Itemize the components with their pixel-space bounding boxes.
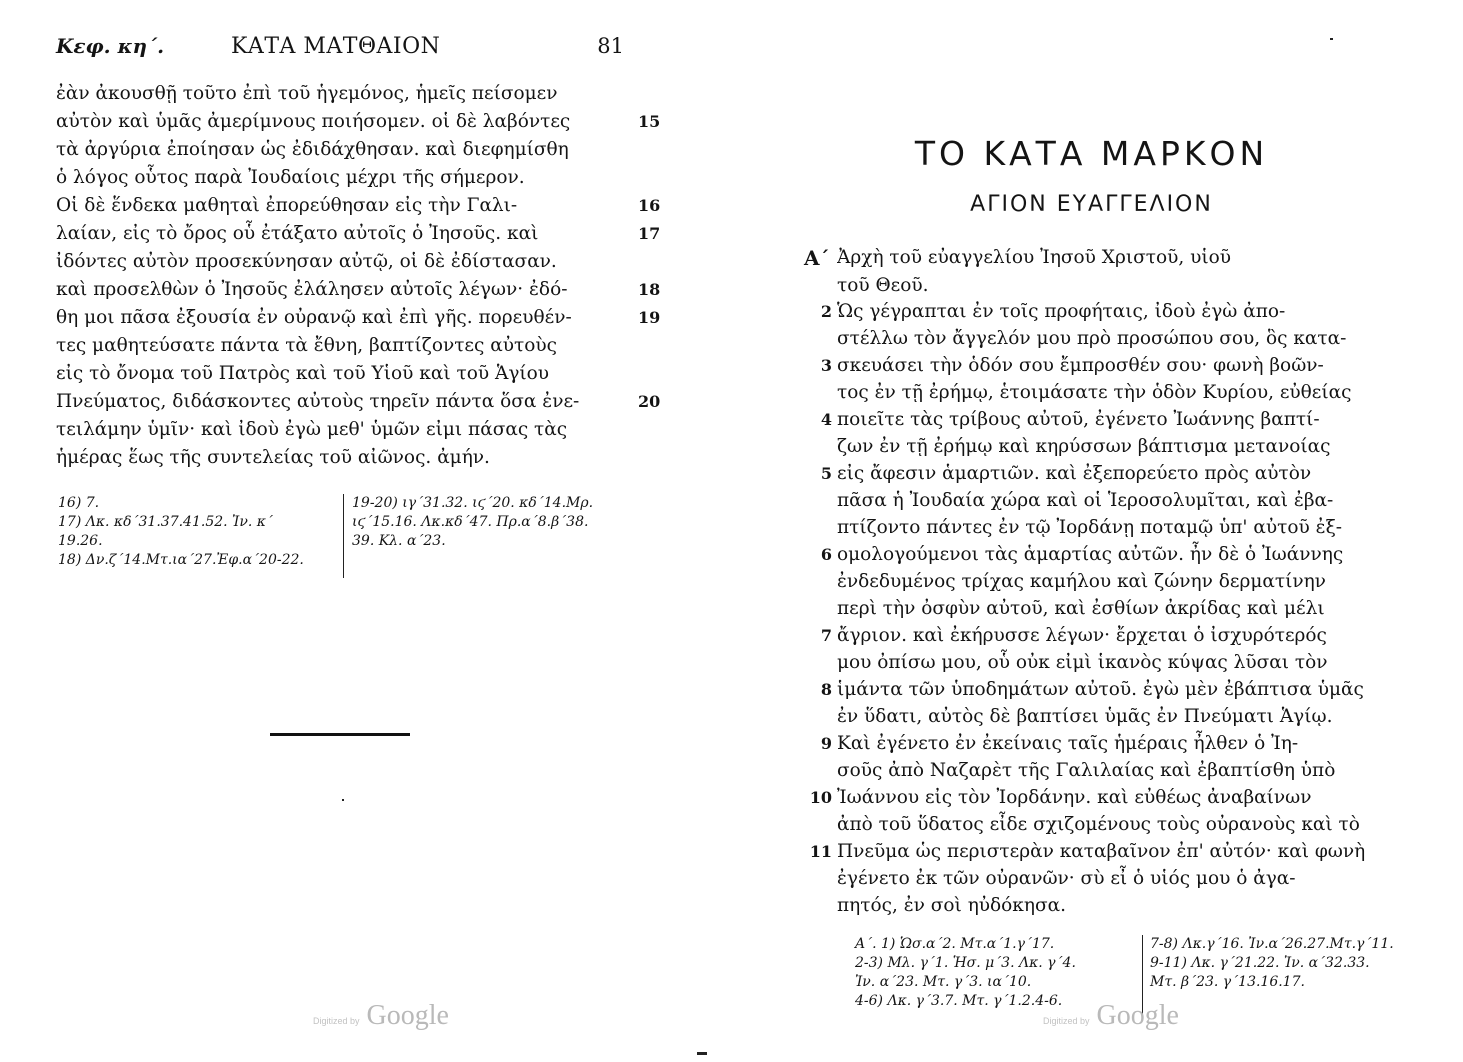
- text-line: Πνεύματος, διδάσκοντες αὐτοὺς τηρεῖν πάντα ὅσα ἐνε-: [56, 391, 580, 412]
- text-line: ὁ λόγος οὗτος παρὰ Ἰουδαίοις μέχρι τῆς σήμερον.: [56, 167, 525, 188]
- verse-number: 5: [820, 464, 832, 483]
- verse-number: 8: [820, 680, 832, 699]
- book-subtitle: ΑΓΙΟΝ ΕΥΑΓΓΕΛΙΟΝ: [970, 192, 1213, 217]
- text-line: ομολογούμενοι τὰς ἁμαρτίας αὐτῶν. ἦν δὲ ὁ Ἰωάννης: [837, 544, 1344, 565]
- text-line: τοῦ Θεοῦ.: [837, 275, 929, 296]
- ink-speck: [342, 799, 344, 801]
- right-page: [720, 0, 1463, 1062]
- text-line: τες μαθητεύσατε πάντα τὰ ἔθνη, βαπτίζοντες αὐτοὺς: [56, 335, 557, 356]
- text-line: πητός, ἐν σοὶ ηὐδόκησα.: [837, 895, 1066, 916]
- verse-number: 11: [809, 842, 832, 861]
- footnote: 2-3) Μλ. γ΄1. Ἡσ. μ΄3. Λκ. γ΄4.: [855, 955, 1076, 971]
- end-rule: [270, 733, 410, 736]
- verse-number: 15: [638, 112, 661, 131]
- text-line: σκευάσει τὴν ὁδόν σου ἔμπροσθέν σου· φωνὴ βοῶν-: [837, 355, 1324, 376]
- text-line: στέλλω τὸν ἄγγελόν μου πρὸ προσώπου σου, ὃς κατα-: [837, 328, 1347, 349]
- verse-number: 18: [638, 280, 661, 299]
- text-line: Οἱ δὲ ἕνδεκα μαθηταὶ ἐπορεύθησαν εἰς τὴν Γαλι-: [56, 195, 518, 216]
- left-page: [0, 0, 720, 1062]
- verse-number: 19: [638, 308, 661, 327]
- footnote: 19.26.: [58, 533, 103, 549]
- text-line: τειλάμην ὑμῖν· καὶ ἰδοὺ ἐγὼ μεθ' ὑμῶν εἰμι πάσας τὰς: [56, 419, 568, 440]
- text-line: ζων ἐν τῇ ἐρήμῳ καὶ κηρύσσων βάπτισμα μετανοίας: [837, 436, 1331, 457]
- text-line: Ἀρχὴ τοῦ εὐαγγελίου Ἰησοῦ Χριστοῦ, υἱοῦ: [837, 247, 1231, 268]
- footnote: Ἰν. α΄23. Μτ. γ΄3. ια΄10.: [855, 974, 1032, 990]
- verse-number: 4: [820, 410, 832, 429]
- footnote: 4-6) Λκ. γ΄3.7. Μτ. γ΄1.2.4-6.: [855, 993, 1063, 1009]
- verse-number: 2: [820, 302, 832, 321]
- verse-number: 16: [638, 196, 661, 215]
- text-line: Καὶ ἐγένετο ἐν ἐκείναις ταῖς ἡμέραις ἦλθεν ὁ Ἰη-: [837, 733, 1299, 754]
- verse-number: 6: [820, 545, 832, 564]
- text-line: Πνεῦμα ὡς περιστερὰν καταβαῖνον ἐπ' αὐτόν· καὶ φωνὴ: [837, 841, 1366, 862]
- text-line: ἄγριον. καὶ ἐκήρυσσε λέγων· ἔρχεται ὁ ἰσχυρότερός: [837, 625, 1327, 646]
- verse-number: 10: [809, 788, 832, 807]
- footnote: 17) Λκ. κδ΄31.37.41.52. Ἰν. κ΄: [58, 514, 273, 530]
- footnote: 39. Κλ. α΄23.: [352, 533, 446, 549]
- footnotes-left: [58, 494, 338, 570]
- verse-number: 20: [638, 392, 661, 411]
- text-line: τος ἐν τῇ ἐρήμῳ, ἑτοιμάσατε τὴν ὁδὸν Κυρίου, εὐθείας: [837, 382, 1352, 403]
- text-line: θη μοι πᾶσα ἐξουσία ἐν οὐρανῷ καὶ ἐπὶ γῆς. πορευθέν-: [56, 307, 572, 328]
- text-line: πᾶσα ἡ Ἰουδαία χώρα καὶ οἱ Ἱεροσολυμῖται, καὶ ἐβα-: [837, 490, 1334, 511]
- text-line: Ὡς γέγραπται ἐν τοῖς προφήταις, ἰδοὺ ἐγὼ ἀπο-: [837, 301, 1286, 322]
- footnotes-right: [1150, 935, 1440, 992]
- ink-speck: [697, 1052, 707, 1055]
- text-line: ἐνδεδυμένος τρίχας καμήλου καὶ ζώνην δερματίνην: [837, 571, 1326, 592]
- chapter-letter: Α΄: [804, 246, 830, 270]
- text-line: ποιεῖτε τὰς τρίβους αὐτοῦ, ἐγένετο Ἰωάννης βαπτί-: [837, 409, 1320, 430]
- text-line: ἰδόντες αὐτὸν προσεκύνησαν αὐτῷ, οἱ δὲ ἐδίστασαν.: [56, 251, 557, 272]
- text-line: εἰς τὸ ὄνομα τοῦ Πατρὸς καὶ τοῦ Υἱοῦ καὶ τοῦ Ἁγίου: [56, 363, 550, 384]
- watermark: [313, 1000, 449, 1032]
- watermark-brand: Google: [1096, 1000, 1179, 1031]
- text-line: περὶ τὴν ὀσφὺν αὐτοῦ, καὶ ἐσθίων ἀκρίδας καὶ μέλι: [837, 598, 1325, 619]
- text-line: εἰς ἄφεσιν ἁμαρτιῶν. καὶ ἐξεπορεύετο πρὸς αὐτὸν: [837, 463, 1312, 484]
- verse-number: 7: [820, 626, 832, 645]
- footnote: 7-8) Λκ.γ΄16. Ἰν.α΄26.27.Μτ.γ΄11.: [1150, 936, 1394, 952]
- verse-number: 17: [638, 224, 661, 243]
- page-number: 81: [597, 34, 624, 58]
- footnote-divider: [343, 494, 344, 578]
- text-line: καὶ προσελθὼν ὁ Ἰησοῦς ἐλάλησεν αὐτοῖς λέγων· ἐδό-: [56, 279, 568, 300]
- chapter-label: Κεφ. κη΄.: [56, 34, 165, 58]
- text-line: μου ὀπίσω μου, οὗ οὐκ εἰμὶ ἱκανὸς κύψας λῦσαι τὸν: [837, 652, 1328, 673]
- footnote: ιϛ΄15.16. Λκ.κδ΄47. Πρ.α΄8.β΄38.: [352, 514, 589, 530]
- footnote: 16) 7.: [58, 495, 100, 511]
- text-line: ἐγένετο ἐκ τῶν οὐρανῶν· σὺ εἶ ὁ υἱός μου ὁ ἀγα-: [837, 868, 1296, 889]
- verse-number: 9: [820, 734, 832, 753]
- watermark-prefix: Digitized by: [313, 1016, 360, 1026]
- running-head: [56, 34, 628, 64]
- ink-speck: [1330, 38, 1333, 40]
- text-line: Ἰωάννου εἰς τὸν Ἰορδάνην. καὶ εὐθέως ἀναβαίνων: [837, 787, 1312, 808]
- footnote: Α΄. 1) Ὡσ.α΄2. Μτ.α΄1.γ΄17.: [855, 936, 1055, 952]
- footnote: 19-20) ιγ΄31.32. ιϛ΄20. κδ΄14.Μρ.: [352, 495, 594, 511]
- text-line: σοῦς ἀπὸ Ναζαρὲτ τῆς Γαλιλαίας καὶ ἐβαπτίσθη ὑπὸ: [837, 760, 1336, 781]
- verse-number: 3: [820, 356, 832, 375]
- text-line: ἱμάντα τῶν ὑποδημάτων αὐτοῦ. ἐγὼ μὲν ἐβάπτισα ὑμᾶς: [837, 679, 1364, 700]
- footnote: 18) Δν.ζ΄14.Μτ.ια΄27.Ἐφ.α΄20-22.: [58, 552, 304, 568]
- footnote: 9-11) Λκ. γ΄21.22. Ἰν. α΄32.33.: [1150, 955, 1370, 971]
- text-line: τὰ ἀργύρια ἐποίησαν ὡς ἐδιδάχθησαν. καὶ διεφημίσθη: [56, 139, 569, 160]
- text-line: αὐτὸν καὶ ὑμᾶς ἀμερίμνους ποιήσομεν. οἱ δὲ λαβόντες: [56, 111, 571, 132]
- book-title: ΤΟ ΚΑΤΑ ΜΑΡΚΟΝ: [914, 134, 1269, 173]
- text-line: ἐὰν ἀκουσθῇ τοῦτο ἐπὶ τοῦ ἡγεμόνος, ἡμεῖς πείσομεν: [56, 83, 558, 104]
- footnote: Μτ. β΄23. γ΄13.16.17.: [1150, 974, 1305, 990]
- text-line: λαίαν, εἰς τὸ ὄρος οὗ ἐτάξατο αὐτοῖς ὁ Ἰησοῦς. καὶ: [56, 223, 539, 244]
- footnotes-right: [352, 494, 632, 551]
- text-line: ἀπὸ τοῦ ὕδατος εἶδε σχιζομένους τοὺς οὐρανοὺς καὶ τὸ: [837, 814, 1360, 835]
- text-line: ἡμέρας ἕως τῆς συντελείας τοῦ αἰῶνος. ἀμήν.: [56, 447, 490, 468]
- text-line: πτίζοντο πάντες ἐν τῷ Ἰορδάνῃ ποταμῷ ὑπ' αὐτοῦ ἐξ-: [837, 517, 1343, 538]
- watermark: [1043, 1000, 1179, 1032]
- watermark-prefix: Digitized by: [1043, 1016, 1090, 1026]
- watermark-brand: Google: [366, 1000, 449, 1031]
- book-title: ΚΑΤΑ ΜΑΤΘΑΙΟΝ: [231, 34, 441, 59]
- text-line: ἐν ὕδατι, αὐτὸς δὲ βαπτίσει ὑμᾶς ἐν Πνεύματι Ἁγίῳ.: [837, 706, 1333, 727]
